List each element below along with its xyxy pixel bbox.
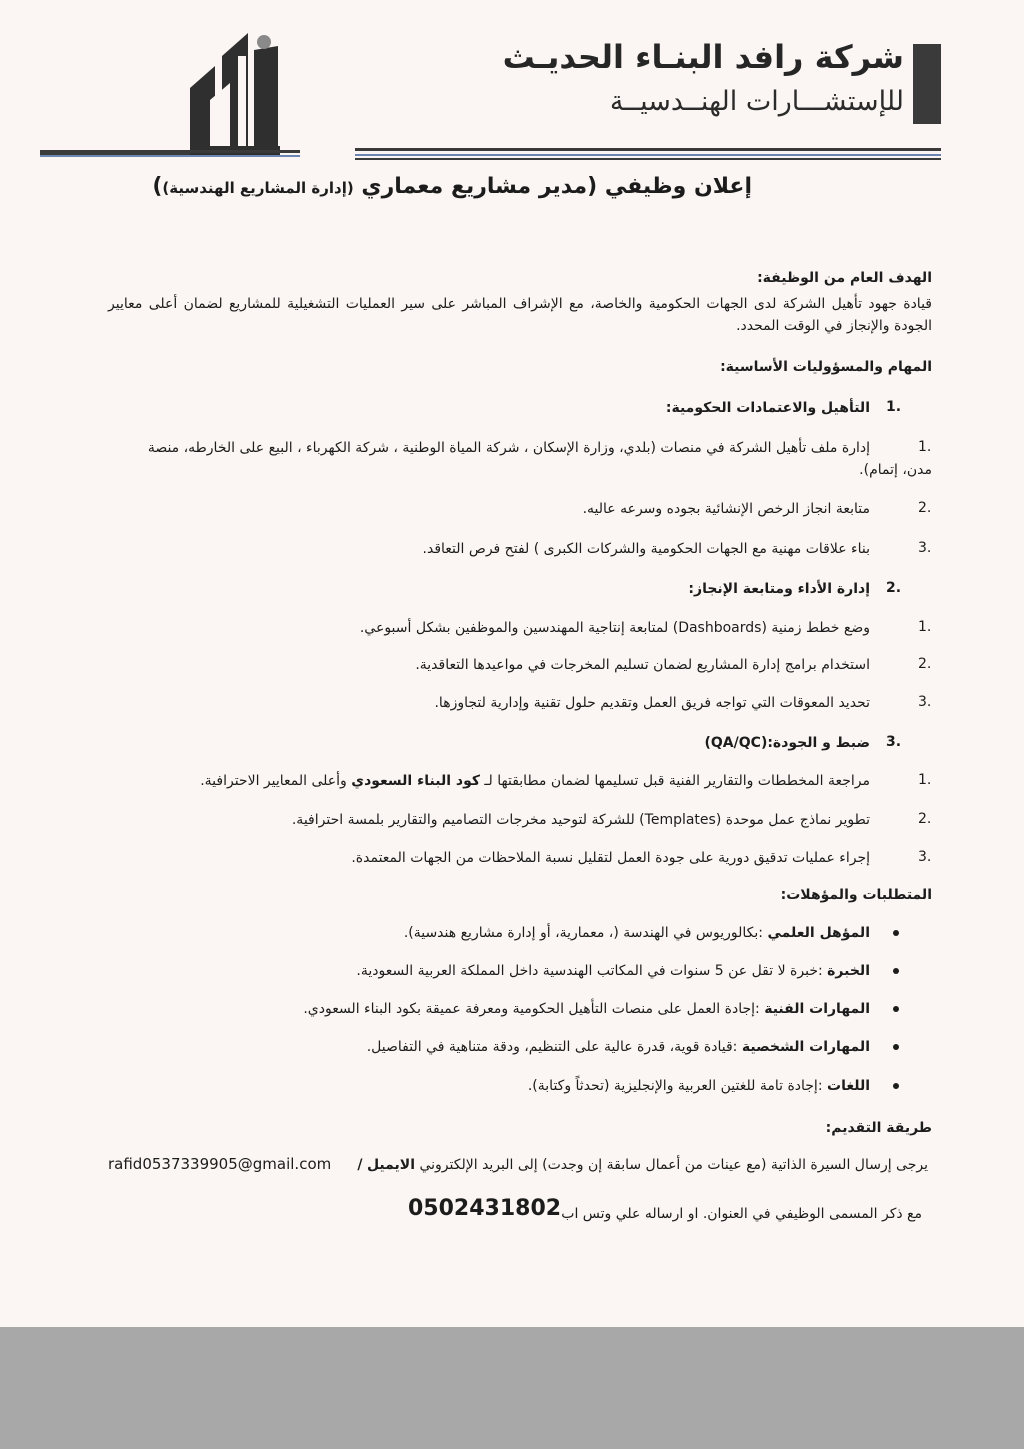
list-item: بناء علاقات مهنية مع الجهات الحكومية والشركات الكبرى ) لفتح فرص التعاقد. [422, 541, 870, 557]
apply-text: يرجى إرسال السيرة الذاتية (مع عينات من أعمال سابقة إن وجدت) إلى البريد الإلكتروني [415, 1157, 928, 1173]
company-subtitle: للإستشـــارات الهنــدسيــة [609, 86, 904, 117]
requirement-text: :خبرة لا تقل عن 5 سنوات في المكاتب الهندسية داخل المملكة العربية السعودية. [356, 963, 828, 979]
bullet-icon [893, 1006, 899, 1012]
list-item: وضع خطط زمنية (Dashboards) لمتابعة إنتاجية المهندسين والموظفين بشكل أسبوعي. [359, 620, 870, 636]
apply-heading: طريقة التقديم: [825, 1120, 932, 1136]
list-item: تحديد المعوقات التي تواجه فريق العمل وتقديم حلول تقنية وإدارية لتجاوزها. [434, 695, 870, 711]
requirement-label: المهارات الشخصية [741, 1039, 870, 1055]
item-number: 2. [918, 811, 932, 827]
list-item-continued: مدن، إتمام). [859, 462, 932, 478]
separator: / [357, 1157, 363, 1173]
logo-underline [40, 150, 300, 158]
company-name: شركة رافد البنـاء الحديـث [502, 38, 904, 76]
requirement-text: :إجادة العمل على منصات التأهيل الحكومية ومعرفة عميقة بكود البناء السعودي. [303, 1001, 765, 1017]
bullet-icon [893, 1083, 899, 1089]
list-item: تطوير نماذج عمل موحدة (Templates) للشركة لتوحيد مخرجات التصاميم والتقارير بلمسة احترافية. [291, 812, 870, 828]
bullet-icon [893, 1044, 899, 1050]
item-number: 3. [918, 694, 932, 710]
list-item-text: مراجعة المخططات والتقارير الفنية قبل تسليمها لضمان مطابقتها لـ [479, 773, 870, 789]
logo-graphic-icon [40, 33, 280, 156]
requirement-label: المؤهل العلمي [767, 925, 870, 941]
item-number: 2. [918, 656, 932, 672]
objective-heading: الهدف العام من الوظيفة: [757, 270, 932, 286]
list-item-text: وأعلى المعايير الاحترافية. [200, 773, 352, 789]
list-item: إدارة ملف تأهيل الشركة في منصات (بلدي، وزارة الإسكان ، شركة المياة الوطنية ، شركة الكهرباء ، البيع على الخارطه، منصة [147, 440, 870, 456]
list-item-emphasis: كود البناء السعودي [351, 773, 480, 789]
requirement-item [367, 1036, 870, 1058]
section-number: 3. [886, 734, 902, 750]
requirement-item [528, 1075, 870, 1097]
requirement-label: المهارات الفنية [764, 1001, 870, 1017]
requirement-item [303, 998, 870, 1020]
list-item [200, 770, 870, 792]
item-number: 2. [918, 500, 932, 516]
requirement-text: :إجادة تامة للغتين العربية والإنجليزية (تحدثاً وكتابة). [527, 1078, 827, 1094]
item-number: 1. [918, 439, 932, 455]
title-sub: (إدارة المشاريع الهندسية) [162, 179, 354, 197]
email-label: الايميل [366, 1157, 416, 1173]
item-number: 3. [918, 540, 932, 556]
title-close: ) [152, 174, 163, 199]
duties-heading: المهام والمسؤوليات الأساسية: [720, 359, 932, 375]
list-item: متابعة انجاز الرخص الإنشائية بجوده وسرعه عاليه. [582, 501, 870, 517]
requirement-text: :بكالوريوس في الهندسة (، معمارية، أو إدارة مشاريع هندسية). [403, 925, 768, 941]
section-title: التأهيل والاعتمادات الحكومية: [665, 400, 870, 416]
requirements-heading: المتطلبات والمؤهلات: [780, 887, 932, 903]
requirement-label: اللغات [827, 1078, 870, 1094]
item-number: 1. [918, 619, 932, 635]
title-main: إعلان وظيفي (مدير مشاريع معماري [361, 174, 752, 199]
apply-instructions [357, 1154, 928, 1176]
bullet-icon [893, 968, 899, 974]
footer-band [0, 1327, 1024, 1449]
section-number: 1. [886, 399, 902, 415]
requirement-label: الخبرة [827, 963, 870, 979]
company-name-bar [913, 44, 941, 124]
requirement-text: :قيادة قوية، قدرة عالية على التنظيم، ودقة متناهية في التفاصيل. [366, 1039, 742, 1055]
bullet-icon [893, 930, 899, 936]
company-logo [40, 28, 300, 163]
section-number: 2. [886, 580, 902, 596]
list-item: إجراء عمليات تدقيق دورية على جودة العمل لتقليل نسبة الملاحظات من الجهات المعتمدة. [351, 850, 870, 866]
section-title: ضبط و الجودة:(QA/QC) [704, 735, 870, 751]
requirement-item [356, 960, 870, 982]
objective-text: قيادة جهود تأهيل الشركة لدى الجهات الحكومية والخاصة، مع الإشراف المباشر على سير العمليات التشغيلية للمشاريع لضمان أعلى معايير الجودة والإنجاز في الوقت المحدد. [108, 296, 932, 334]
page-title [152, 174, 752, 199]
requirement-item [404, 922, 870, 944]
list-item: استخدام برامج إدارة المشاريع لضمان تسليم المخرجات في مواعيدها التعاقدية. [415, 657, 870, 673]
header-divider [355, 148, 941, 162]
item-number: 1. [918, 772, 932, 788]
section-title: إدارة الأداء ومتابعة الإنجاز: [688, 581, 870, 597]
whatsapp-number[interactable]: 0502431802 [408, 1196, 562, 1221]
apply-note: مع ذكر المسمى الوظيفي في العنوان. او ارساله علي وتس اب [561, 1206, 922, 1222]
email-address[interactable]: rafid0537339905@gmail.com [108, 1155, 332, 1173]
item-number: 3. [918, 849, 932, 865]
